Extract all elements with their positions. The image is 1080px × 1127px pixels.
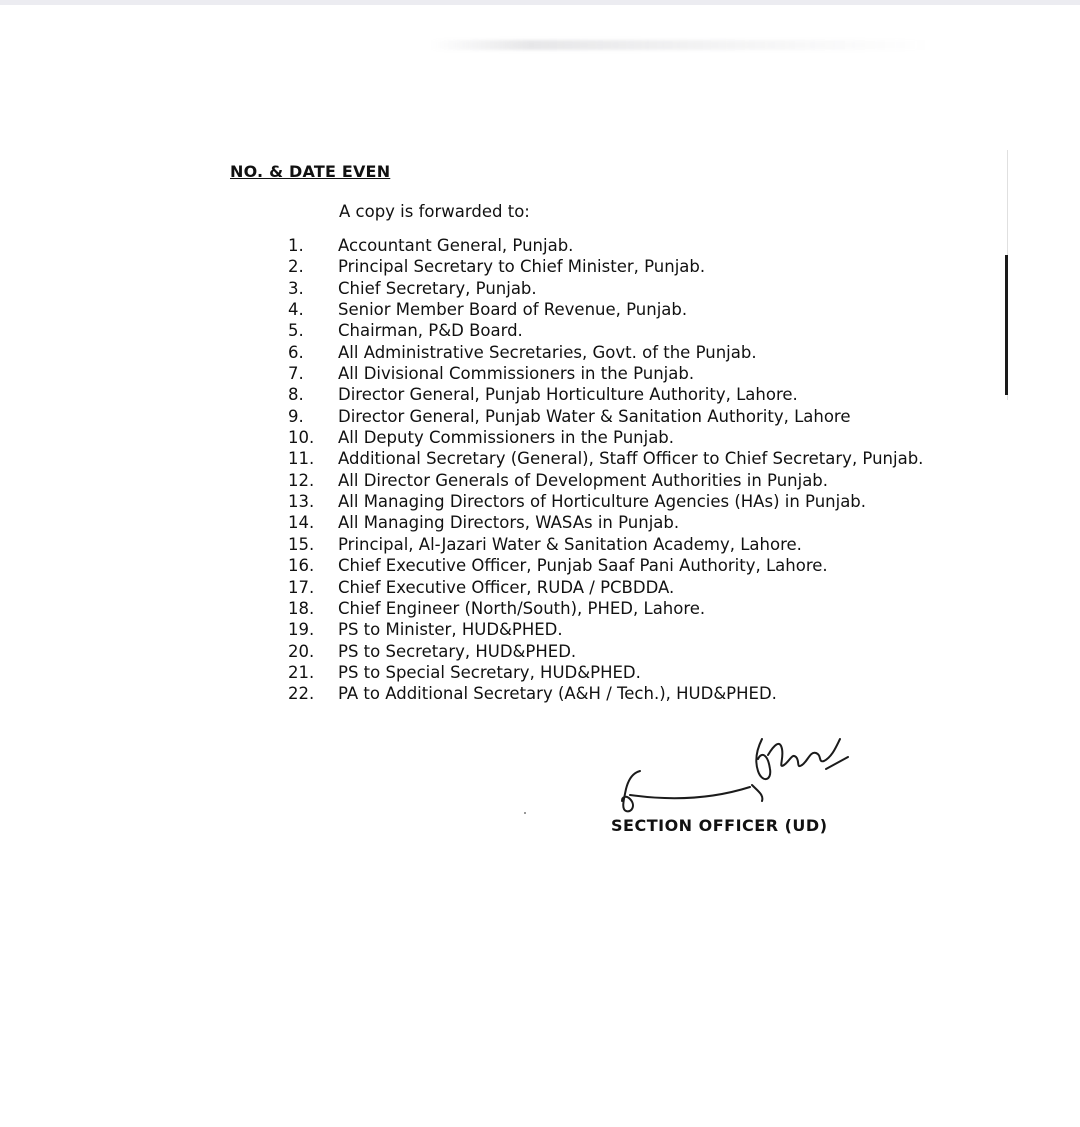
top-border-band	[0, 0, 1080, 5]
signature	[612, 725, 862, 815]
recipient-text: PS to Special Secretary, HUD&PHED.	[338, 662, 641, 682]
recipient-text: All Director Generals of Development Authorities in Punjab.	[338, 470, 829, 490]
recipient-number: 4.	[288, 300, 304, 320]
recipient-number: 19.	[288, 620, 315, 640]
recipient-text: PA to Additional Secretary (A&H / Tech.), HUD&PHED.	[338, 684, 777, 704]
recipient-number: 10.	[288, 428, 315, 448]
recipient-item	[288, 278, 928, 299]
recipient-number: 21.	[288, 662, 315, 682]
recipient-item	[288, 598, 928, 619]
recipient-text: PS to Secretary, HUD&PHED.	[338, 641, 577, 661]
recipient-item	[288, 427, 928, 448]
recipient-item	[288, 470, 928, 491]
recipient-list	[288, 235, 928, 705]
recipient-item	[288, 384, 928, 405]
recipient-item	[288, 641, 928, 662]
recipient-number: 16.	[288, 556, 315, 576]
recipient-item	[288, 662, 928, 683]
recipient-text: Chief Executive Officer, RUDA / PCBDDA.	[338, 577, 675, 597]
recipient-text: All Managing Directors of Horticulture Agencies (HAs) in Punjab.	[338, 492, 867, 512]
faint-bleed-through-text	[430, 40, 930, 50]
designation: SECTION OFFICER (UD)	[611, 816, 828, 835]
recipient-text: Chief Executive Officer, Punjab Saaf Pani Authority, Lahore.	[338, 556, 828, 576]
recipient-item	[288, 342, 928, 363]
recipient-item	[288, 683, 928, 704]
recipient-item	[288, 577, 928, 598]
scan-speck	[524, 812, 526, 814]
recipient-number: 5.	[288, 321, 304, 341]
recipient-item	[288, 363, 928, 384]
recipient-text: All Administrative Secretaries, Govt. of the Punjab.	[338, 342, 757, 362]
recipient-text: Chief Secretary, Punjab.	[338, 278, 537, 298]
recipient-number: 9.	[288, 406, 304, 426]
recipient-item	[288, 406, 928, 427]
recipient-number: 20.	[288, 641, 315, 661]
recipient-number: 18.	[288, 598, 315, 618]
recipient-item	[288, 320, 928, 341]
recipient-number: 1.	[288, 236, 304, 255]
recipient-number: 6.	[288, 342, 304, 362]
recipient-item	[288, 512, 928, 533]
recipient-number: 12.	[288, 470, 315, 490]
recipient-number: 15.	[288, 534, 315, 554]
recipient-text: Director General, Punjab Horticulture Authority, Lahore.	[338, 385, 798, 405]
recipient-item	[288, 448, 928, 469]
recipient-number: 3.	[288, 278, 304, 298]
recipient-text: All Divisional Commissioners in the Punjab.	[338, 364, 695, 384]
recipient-text: Director General, Punjab Water & Sanitation Authority, Lahore	[338, 406, 851, 426]
recipient-text: Additional Secretary (General), Staff Officer to Chief Secretary, Punjab.	[338, 449, 924, 469]
recipient-text: Principal Secretary to Chief Minister, Punjab.	[338, 257, 706, 277]
recipient-text: Principal, Al-Jazari Water & Sanitation Academy, Lahore.	[338, 534, 802, 554]
recipient-text: Chairman, P&D Board.	[338, 321, 523, 341]
recipient-number: 2.	[288, 257, 304, 277]
recipient-item	[288, 619, 928, 640]
recipient-item	[288, 256, 928, 277]
reference-heading: NO. & DATE EVEN	[230, 162, 391, 181]
recipient-text: Accountant General, Punjab.	[338, 236, 574, 255]
recipient-item	[288, 555, 928, 576]
recipient-number: 22.	[288, 684, 315, 704]
recipient-item	[288, 534, 928, 555]
page-edge-mark	[1005, 255, 1008, 395]
recipient-number: 7.	[288, 364, 304, 384]
recipient-text: Chief Engineer (North/South), PHED, Lahore.	[338, 598, 706, 618]
recipient-text: All Deputy Commissioners in the Punjab.	[338, 428, 675, 448]
recipient-number: 11.	[288, 449, 315, 469]
recipient-number: 13.	[288, 492, 315, 512]
recipient-item	[288, 491, 928, 512]
recipient-text: PS to Minister, HUD&PHED.	[338, 620, 563, 640]
recipient-text: Senior Member Board of Revenue, Punjab.	[338, 300, 688, 320]
forwarding-intro: A copy is forwarded to:	[339, 202, 530, 221]
recipient-number: 17.	[288, 577, 315, 597]
recipient-number: 8.	[288, 385, 304, 405]
recipient-item	[288, 235, 928, 256]
recipient-item	[288, 299, 928, 320]
recipient-text: All Managing Directors, WASAs in Punjab.	[338, 513, 680, 533]
recipient-number: 14.	[288, 513, 315, 533]
